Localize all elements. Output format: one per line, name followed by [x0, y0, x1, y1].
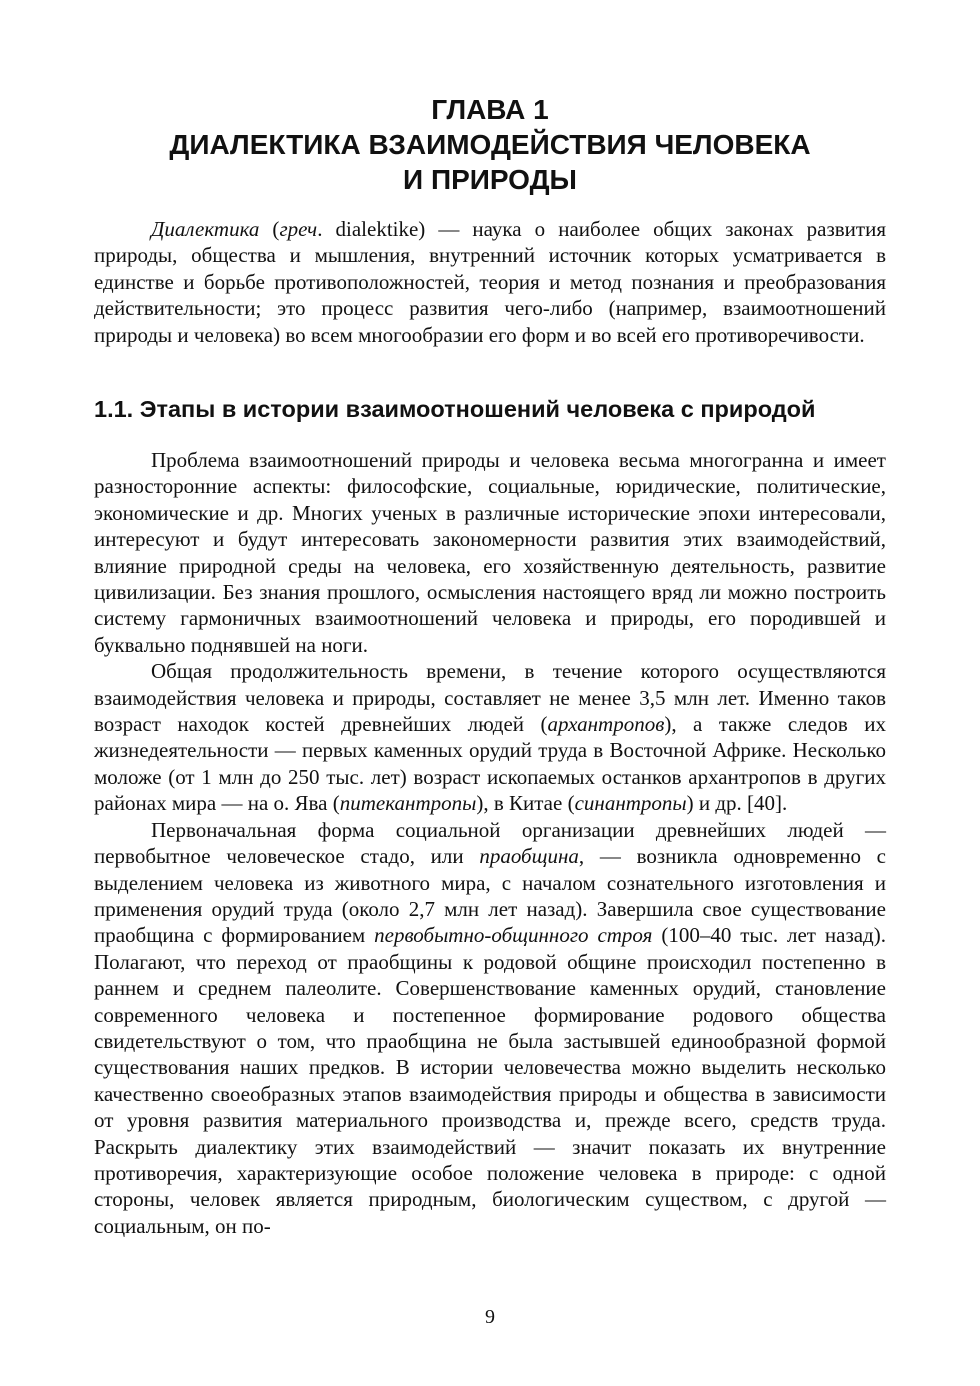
paragraph-3-text-c: , — возникла одновременно с выделением человека из животного мира, с началом сознательного изготовления и применения орудий труда (около 2,7 млн лет назад). Завершила свое существование праобщина с формированием — [94, 844, 886, 948]
intro-paragraph — [94, 216, 886, 348]
intro-lang-abbr: греч — [279, 217, 318, 241]
term-sinanthropes: синантропы — [574, 791, 687, 816]
term-proto-community: праобщина — [479, 844, 579, 869]
paragraph-3-text-a: Первоначальная форма социальной организации древнейших людей — первобытное человеческое стадо, или — [94, 817, 886, 869]
chapter-number: ГЛАВА 1 — [431, 94, 549, 125]
term-archanthropes: архантропов — [547, 712, 665, 737]
paragraph-2-text-e: ), в Китае ( — [476, 791, 575, 816]
paragraph-2 — [94, 658, 886, 816]
intro-block — [94, 216, 886, 348]
chapter-heading — [94, 92, 886, 197]
intro-open-paren: ( — [259, 217, 280, 241]
paragraph-2-text-c: ), а также следов их жизнедеятельности — первых каменных орудий труда в Восточной Африке. Несколько моложе (от 1 млн до 250 тыс. лет) возраст ископаемых останков архантропов в других районах мира — на о. Ява ( — [94, 712, 886, 816]
chapter-title-line-2: И ПРИРОДЫ — [403, 164, 577, 195]
paragraph-2-text-a: Общая продолжительность времени, в течение которого осуществляются взаимодействия человека и природы, составляет не менее 3,5 млн лет. Именно таков возраст находок костей древнейших людей ( — [94, 659, 886, 737]
term-pithecanthropes: питекантропы — [339, 791, 477, 816]
intro-definition: . dialektike) — наука о наиболее общих законах развития природы, общества и мышления, внутренний источник которых усматривается в единстве и борьбе противоположностей, теория и метод познания и преобразования действительности; это процесс развития чего-либо (например, взаимоотношений природы и человека) во всем многообразии его форм и во всей его противоречивости. — [94, 217, 886, 347]
paragraph-2-text-g: ) и др. [40]. — [686, 791, 788, 816]
chapter-title-line-1: ДИАЛЕКТИКА ВЗАИМОДЕЙСТВИЯ ЧЕЛОВЕКА — [169, 129, 811, 160]
page-number: 9 — [485, 1306, 495, 1328]
paragraph-3-text-e: (100–40 тыс. лет назад). Полагают, что переход от праобщины к родовой общине происходил постепенно в раннем и среднем палеолите. Совершенствование каменных орудий, становление современного человека и постепенное формирование родового общества свидетельствуют о том, что праобщина не была застывшей единообразной формой существования наших предков. В истории человечества можно выделить несколько качественно своеобразных этапов взаимодействия природы и общества в зависимости от уровня развития материального производства и, прежде всего, средств труда. Раскрыть диалектику этих взаимодействий — значит показать их внутренние противоречия, характеризующие особое положение человека в природе: с одной стороны, человек является природным, биологическим существом, с другой — социальным, он по- — [94, 923, 886, 1238]
term-primitive-communal-system: первобытно-общинного строя — [374, 923, 653, 948]
main-text — [94, 447, 886, 1239]
section-heading: 1.1. Этапы в истории взаимоотношений человека с природой — [94, 396, 816, 422]
paragraph-3 — [94, 817, 886, 1240]
intro-term: Диалектика — [151, 217, 260, 241]
paragraph-1: Проблема взаимоотношений природы и человека весьма многогранна и имеет разносторонние аспекты: философские, социальные, юридические, политические, экономические и др. Многих ученых в различные исторические эпохи интересовали, интересуют и будут интересовать закономерности развития этих взаимодействий, влияние природной среды на человека, его хозяйственную деятельность, развитие цивилизации. Без знания прошлого, осмысления настоящего вряд ли можно построить систему гармоничных взаимоотношений человека и природы, его породившей и буквально поднявшей на ноги. — [94, 448, 886, 657]
